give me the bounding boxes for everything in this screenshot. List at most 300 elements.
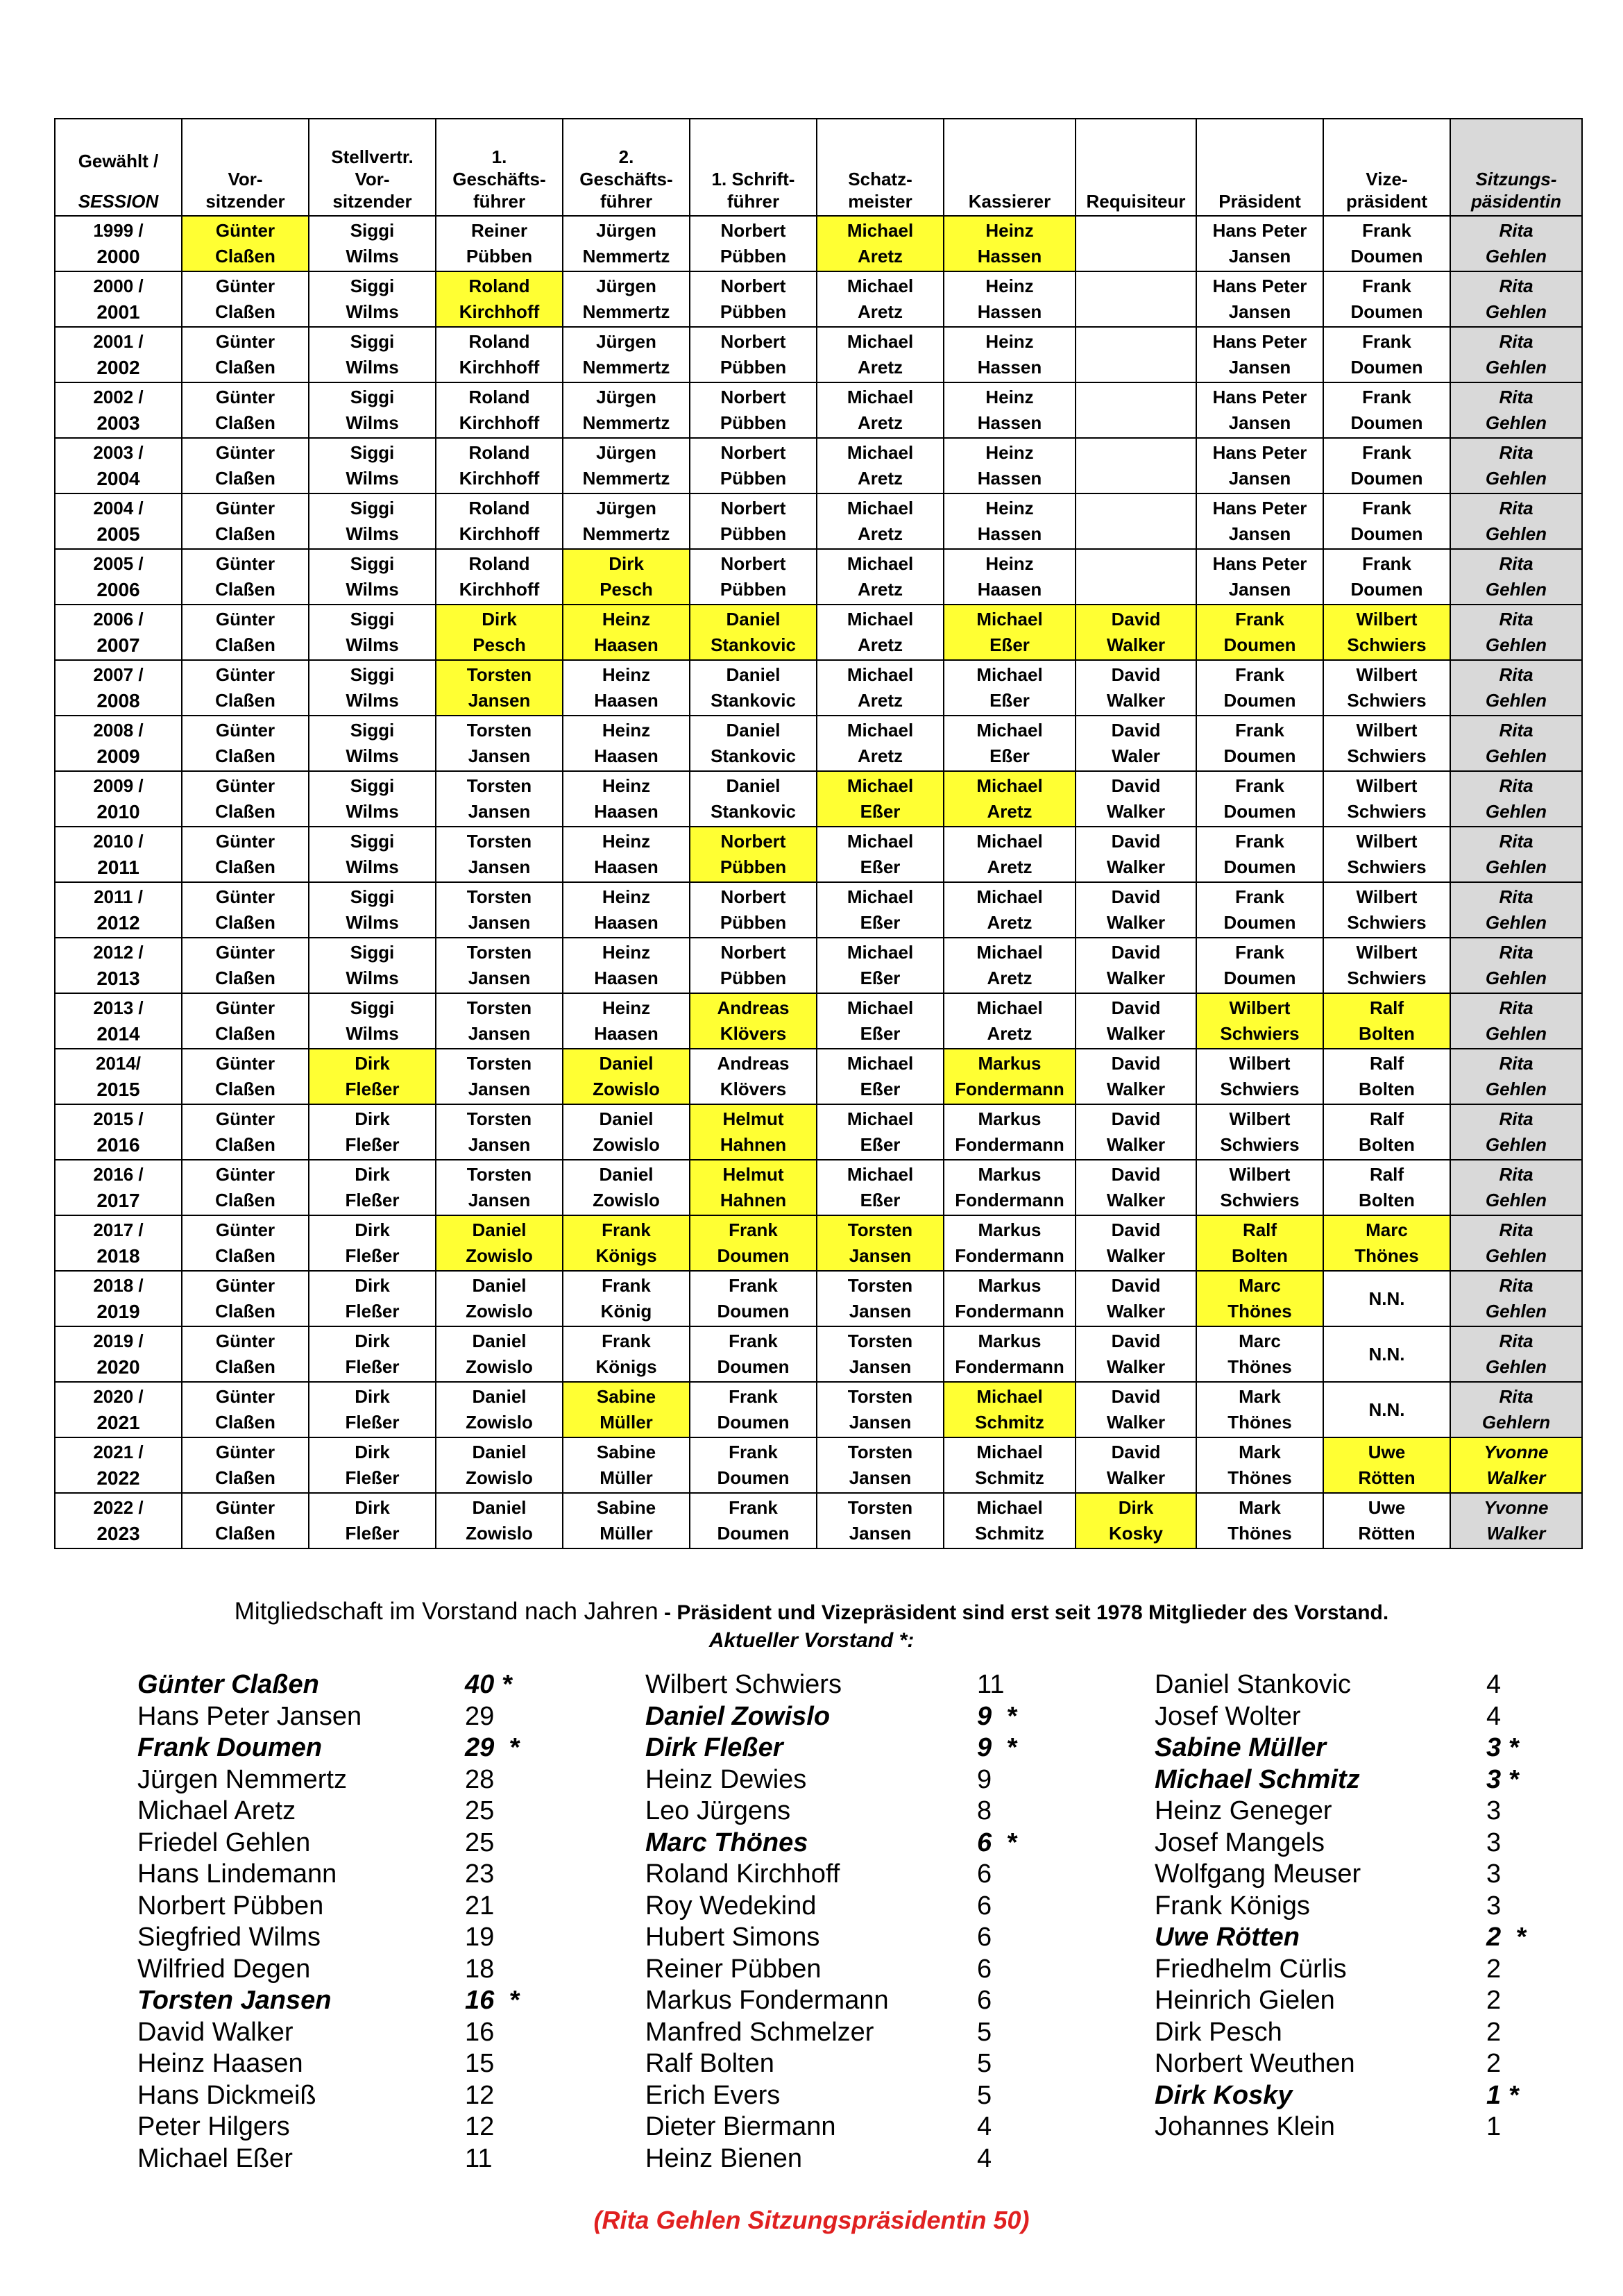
member-cell: Roland Kirchhoff [436,382,563,438]
member-years: 12 [465,2112,495,2141]
member-cell: Rita Gehlen [1450,382,1582,438]
table-row [55,938,1582,993]
member-name: Jürgen Nemmertz [137,1764,347,1794]
member-name: Heinz Geneger [1155,1796,1332,1825]
table-row [55,716,1582,771]
table-row [55,438,1582,493]
member-cell: David Walker [1076,1437,1196,1493]
member-cell: Torsten Jansen [436,660,563,716]
member-cell: Wilbert Schwiers [1323,716,1450,771]
member-cell: Heinz Haasen [563,605,690,660]
member-cell: Michael Eßer [817,1104,944,1160]
member-entry [645,1701,1131,1733]
member-entry [1155,1701,1571,1733]
member-years: 16 [465,2017,495,2047]
member-cell: Hans Peter Jansen [1196,493,1323,549]
member-cell: Jürgen Nemmertz [563,327,690,382]
member-cell: Rita Gehlen [1450,1104,1582,1160]
member-cell: Frank Doumen [1196,660,1323,716]
member-cell: Heinz Haasen [563,882,690,938]
member-cell: Marc Thönes [1196,1271,1323,1326]
session-cell: 1999 / 2000 [55,216,182,271]
member-entry [1155,1796,1571,1827]
member-name: Wilfried Degen [137,1954,311,1984]
member-years: 3 [1486,1827,1502,1857]
member-cell: Frank Doumen [690,1215,817,1271]
member-cell: Michael Aretz [817,216,944,271]
member-cell: Torsten Jansen [436,1104,563,1160]
member-cell: Jürgen Nemmertz [563,216,690,271]
member-cell: Norbert Pübben [690,216,817,271]
member-entry [137,2048,623,2080]
column-header: 1. Geschäfts- führer [436,119,563,216]
member-cell: Daniel Stankovic [690,660,817,716]
member-cell: Reiner Pübben [436,216,563,271]
member-years: 3 [1486,1796,1502,1825]
member-years: 3 * [1486,1764,1519,1794]
member-cell: Daniel Stankovic [690,771,817,827]
member-cell: Norbert Pübben [690,382,817,438]
table-header-row [55,119,1582,216]
member-cell: David Walker [1076,882,1196,938]
member-cell: Ralf Bolten [1196,1215,1323,1271]
member-cell: Jürgen Nemmertz [563,493,690,549]
member-cell: Daniel Zowislo [436,1382,563,1437]
member-name: Hubert Simons [645,1923,820,1952]
member-cell: Daniel Zowislo [563,1160,690,1215]
member-years: 6 * [977,1827,1017,1857]
member-cell: Heinz Haasen [563,827,690,882]
member-cell: Daniel Zowislo [436,1437,563,1493]
table-row [55,1382,1582,1437]
member-cell: Uwe Rötten [1323,1437,1450,1493]
member-cell: Frank Doumen [1196,771,1323,827]
table-row [55,1493,1582,1548]
member-cell: Ralf Bolten [1323,1160,1450,1215]
member-cell: Markus Fondermann [944,1049,1076,1104]
member-cell: Günter Claßen [182,327,309,382]
member-entry [137,1796,623,1827]
member-cell: Andreas Klövers [690,993,817,1049]
member-cell: Günter Claßen [182,605,309,660]
member-cell: Michael Eßer [817,771,944,827]
table-row [55,1437,1582,1493]
member-cell: Günter Claßen [182,1215,309,1271]
member-name: David Walker [137,2017,294,2047]
member-cell: Rita Gehlen [1450,938,1582,993]
member-cell: Yvonne Walker [1450,1493,1582,1548]
member-cell: Siggi Wilms [309,882,436,938]
member-cell: Heinz Haasen [563,716,690,771]
member-entry [137,1827,623,1859]
member-cell: Günter Claßen [182,216,309,271]
member-years: 9 * [977,1701,1017,1731]
session-cell: 2009 / 2010 [55,771,182,827]
member-entry [645,1732,1131,1764]
member-years: 6 [977,1923,992,1952]
member-cell: Wilbert Schwiers [1196,1049,1323,1104]
member-name: Erich Evers [645,2080,781,2110]
member-cell: Torsten Jansen [817,1326,944,1382]
member-years: 29 * [465,1733,520,1762]
member-cell: Frank Doumen [1323,327,1450,382]
member-name: Josef Wolter [1155,1701,1301,1731]
member-name: Reiner Pübben [645,1954,822,1984]
member-cell: Günter Claßen [182,549,309,605]
member-cell: Michael Aretz [944,827,1076,882]
member-cell: Wilbert Schwiers [1323,605,1450,660]
member-cell: Norbert Pübben [690,549,817,605]
member-cell: Rita Gehlen [1450,549,1582,605]
member-cell: Wilbert Schwiers [1323,827,1450,882]
member-cell: Torsten Jansen [817,1493,944,1548]
member-years: 28 [465,1764,495,1794]
member-cell: Dirk Fleßer [309,1215,436,1271]
member-cell: David Walker [1076,771,1196,827]
session-cell: 2013 / 2014 [55,993,182,1049]
member-cell: Günter Claßen [182,882,309,938]
member-cell: Torsten Jansen [817,1437,944,1493]
member-cell: Michael Eßer [817,882,944,938]
member-entry [645,1764,1131,1796]
member-cell: Rita Gehlen [1450,1160,1582,1215]
member-entry [1155,2080,1571,2112]
member-cell: Michael Aretz [817,605,944,660]
member-name: Dirk Fleßer [645,1733,783,1762]
member-cell: Helmut Hahnen [690,1104,817,1160]
member-cell: Rita Gehlen [1450,1326,1582,1382]
summary-subtitle: Aktueller Vorstand *: [708,1629,915,1652]
member-cell: Frank König [563,1271,690,1326]
member-entry [137,1732,623,1764]
member-name: Norbert Pübben [137,1891,324,1921]
member-cell: Heinz Haasen [944,549,1076,605]
member-cell: Torsten Jansen [436,1160,563,1215]
member-name: Ralf Bolten [645,2049,774,2078]
member-cell: Günter Claßen [182,1160,309,1215]
member-cell: Dirk Fleßer [309,1104,436,1160]
member-cell: Michael Eßer [817,938,944,993]
member-cell: Michael Eßer [944,660,1076,716]
member-cell: Heinz Hassen [944,327,1076,382]
member-years: 19 [465,1923,495,1952]
member-cell: Frank Doumen [1196,882,1323,938]
member-cell: Sabine Müller [563,1382,690,1437]
member-cell: Rita Gehlen [1450,771,1582,827]
member-cell: Heinz Haasen [563,660,690,716]
member-cell: David Walker [1076,827,1196,882]
member-cell: Günter Claßen [182,1104,309,1160]
member-cell: Siggi Wilms [309,771,436,827]
session-cell: 2019 / 2020 [55,1326,182,1382]
member-name: Michael Eßer [137,2143,293,2173]
member-cell: Rita Gehlen [1450,660,1582,716]
member-entry [1155,1954,1571,1986]
member-cell: Dirk Fleßer [309,1437,436,1493]
member-entry [645,2048,1131,2080]
member-name: Frank Königs [1155,1891,1310,1921]
session-cell: 2002 / 2003 [55,382,182,438]
member-years: 21 [465,1891,495,1921]
member-cell: Hans Peter Jansen [1196,549,1323,605]
column-header: 1. Schrift- führer [690,119,817,216]
session-cell: 2010 / 2011 [55,827,182,882]
member-cell: Rita Gehlen [1450,993,1582,1049]
member-cell: David Waler [1076,716,1196,771]
member-cell: Dirk Pesch [563,549,690,605]
summary-title-main: Mitgliedschaft im Vorstand nach Jahren [234,1598,658,1625]
member-entry [645,1891,1131,1923]
member-entry [1155,2111,1571,2143]
column-header: Sitzungs- päsidentin [1450,119,1582,216]
member-years: 2 [1486,1954,1502,1984]
member-cell: Jürgen Nemmertz [563,438,690,493]
member-cell: Michael Schmitz [944,1437,1076,1493]
member-cell: Siggi Wilms [309,827,436,882]
members-column-3 [1155,1669,1571,2143]
member-cell: Günter Claßen [182,660,309,716]
member-cell: Siggi Wilms [309,938,436,993]
session-cell: 2006 / 2007 [55,605,182,660]
member-cell [1076,216,1196,271]
member-cell: Torsten Jansen [436,1049,563,1104]
member-cell: Frank Königs [563,1215,690,1271]
member-years: 6 [977,1954,992,1984]
member-entry [645,1859,1131,1891]
table-row [55,327,1582,382]
member-cell: Dirk Fleßer [309,1493,436,1548]
member-entry [1155,1891,1571,1923]
member-entry [645,2017,1131,2049]
member-years: 5 [977,2017,992,2047]
table-row [55,882,1582,938]
member-name: Friedel Gehlen [137,1827,311,1857]
member-cell: Michael Aretz [817,716,944,771]
column-header: Stellvertr. Vor- sitzender [309,119,436,216]
member-entry [1155,1859,1571,1891]
member-name: Heinz Dewies [645,1764,807,1794]
member-years: 6 [977,1859,992,1889]
summary-title [0,1598,1623,1626]
table-row [55,1215,1582,1271]
member-name: Roland Kirchhoff [645,1859,840,1889]
member-cell: Frank Doumen [1323,493,1450,549]
member-entry [1155,1985,1571,2017]
member-entry [137,2143,623,2175]
table-row [55,1049,1582,1104]
member-years: 25 [465,1827,495,1857]
member-cell: David Walker [1076,1271,1196,1326]
member-cell: David Walker [1076,1104,1196,1160]
member-years: 11 [465,2143,493,2173]
member-cell: Hans Peter Jansen [1196,327,1323,382]
member-entry [137,1922,623,1954]
member-name: Heinz Bienen [645,2143,803,2173]
member-cell: Siggi Wilms [309,605,436,660]
member-cell: Günter Claßen [182,938,309,993]
member-cell: David Walker [1076,660,1196,716]
member-cell: Rita Gehlen [1450,1271,1582,1326]
member-cell [1076,493,1196,549]
member-name: Manfred Schmelzer [645,2017,874,2047]
session-cell: 2015 / 2016 [55,1104,182,1160]
member-cell: Torsten Jansen [436,716,563,771]
member-entry [1155,2048,1571,2080]
member-name: Hans Peter Jansen [137,1701,362,1731]
table-row [55,549,1582,605]
session-cell: 2022 / 2023 [55,1493,182,1548]
member-cell: Frank Doumen [690,1326,817,1382]
member-entry [137,1954,623,1986]
member-name: Dirk Kosky [1155,2080,1293,2110]
member-cell: Günter Claßen [182,1271,309,1326]
member-cell: Yvonne Walker [1450,1437,1582,1493]
member-cell: Rita Gehlen [1450,327,1582,382]
member-cell: Wilbert Schwiers [1196,993,1323,1049]
member-cell: Michael Aretz [817,660,944,716]
member-cell: Frank Doumen [1196,827,1323,882]
member-cell: Rita Gehlen [1450,438,1582,493]
column-header: Gewählt / SESSION [55,119,182,216]
member-cell: Michael Aretz [944,938,1076,993]
member-cell: Michael Schmitz [944,1382,1076,1437]
member-years: 4 [977,2112,992,2141]
member-cell: Günter Claßen [182,1049,309,1104]
member-cell: Frank Doumen [1323,549,1450,605]
member-cell: Torsten Jansen [436,827,563,882]
member-cell: Frank Doumen [1196,716,1323,771]
member-years: 12 [465,2080,495,2110]
member-cell: Torsten Jansen [436,993,563,1049]
table-row [55,216,1582,271]
member-cell: Heinz Haasen [563,993,690,1049]
member-cell: David Walker [1076,1215,1196,1271]
member-entry [1155,1827,1571,1859]
member-years: 2 [1486,2017,1502,2047]
member-name: Norbert Weuthen [1155,2049,1355,2078]
member-cell [1076,549,1196,605]
member-entry [645,1669,1131,1701]
member-cell: David Walker [1076,1326,1196,1382]
member-cell: N.N. [1323,1271,1450,1326]
member-cell: Günter Claßen [182,716,309,771]
session-cell: 2018 / 2019 [55,1271,182,1326]
member-name: Markus Fondermann [645,1986,889,2015]
member-years: 4 [1486,1670,1502,1699]
column-header: Schatz- meister [817,119,944,216]
member-name: Wilbert Schwiers [645,1670,842,1699]
member-cell: Rita Gehlen [1450,827,1582,882]
members-column-1 [137,1669,623,2175]
session-cell: 2005 / 2006 [55,549,182,605]
table-row [55,1104,1582,1160]
member-cell: Torsten Jansen [817,1382,944,1437]
member-cell: Torsten Jansen [436,882,563,938]
member-cell: N.N. [1323,1382,1450,1437]
member-cell: David Walker [1076,938,1196,993]
table-row [55,271,1582,327]
member-cell: Michael Aretz [817,549,944,605]
member-entry [645,2143,1131,2175]
member-name: Heinz Haasen [137,2049,303,2078]
member-cell: Michael Eßer [944,605,1076,660]
member-cell: Michael Aretz [817,382,944,438]
member-cell: Hans Peter Jansen [1196,216,1323,271]
member-name: Friedhelm Cürlis [1155,1954,1347,1984]
member-cell: Günter Claßen [182,827,309,882]
member-name: Daniel Zowislo [645,1701,831,1731]
summary-title-note: - Präsident und Vizepräsident sind erst seit 1978 Mitglieder des Vorstand. [658,1601,1389,1624]
member-years: 2 [1486,2049,1502,2078]
member-cell: Dirk Fleßer [309,1049,436,1104]
member-cell: Frank Doumen [1196,938,1323,993]
member-cell: Siggi Wilms [309,549,436,605]
session-cell: 2020 / 2021 [55,1382,182,1437]
member-cell: Frank Doumen [1323,216,1450,271]
member-cell: Ralf Bolten [1323,1104,1450,1160]
table-row [55,827,1582,882]
member-cell: Günter Claßen [182,771,309,827]
footer-note: (Rita Gehlen Sitzungspräsidentin 50) [593,2206,1030,2234]
table-row [55,1271,1582,1326]
member-cell: Wilbert Schwiers [1323,938,1450,993]
column-header: Präsident [1196,119,1323,216]
member-cell [1076,382,1196,438]
member-name: Marc Thönes [645,1827,808,1857]
session-cell: 2004 / 2005 [55,493,182,549]
member-cell: Norbert Pübben [690,493,817,549]
member-years: 11 [977,1670,1005,1699]
member-cell: Wilbert Schwiers [1323,771,1450,827]
member-name: Sabine Müller [1155,1733,1327,1762]
member-name: Uwe Rötten [1155,1923,1300,1952]
member-cell: David Walker [1076,1382,1196,1437]
member-years: 5 [977,2080,992,2110]
member-cell: Frank Doumen [1323,382,1450,438]
member-cell: Daniel Zowislo [563,1104,690,1160]
member-years: 3 * [1486,1733,1519,1762]
member-cell: Siggi Wilms [309,327,436,382]
member-cell: Rita Gehlen [1450,271,1582,327]
member-cell: Daniel Stankovic [690,605,817,660]
member-years: 9 [977,1764,992,1794]
member-cell: Marc Thönes [1323,1215,1450,1271]
member-cell: Siggi Wilms [309,216,436,271]
member-name: Roy Wedekind [645,1891,817,1921]
table-row [55,771,1582,827]
member-years: 8 [977,1796,992,1825]
member-entry [1155,1764,1571,1796]
member-cell: Mark Thönes [1196,1382,1323,1437]
session-cell: 2011 / 2012 [55,882,182,938]
member-cell [1076,327,1196,382]
session-cell: 2008 / 2009 [55,716,182,771]
member-cell: Heinz Haasen [563,771,690,827]
member-cell: Dirk Fleßer [309,1382,436,1437]
session-cell: 2016 / 2017 [55,1160,182,1215]
member-name: Michael Aretz [137,1796,296,1825]
member-entry [137,1891,623,1923]
member-years: 3 [1486,1891,1502,1921]
member-cell: Günter Claßen [182,271,309,327]
member-cell: Roland Kirchhoff [436,438,563,493]
member-cell: Frank Doumen [690,1271,817,1326]
member-cell: Rita Gehlen [1450,882,1582,938]
member-cell: Torsten Jansen [436,938,563,993]
member-years: 40 * [465,1670,512,1699]
member-name: Günter Claßen [137,1670,319,1699]
member-cell: Frank Doumen [1196,605,1323,660]
